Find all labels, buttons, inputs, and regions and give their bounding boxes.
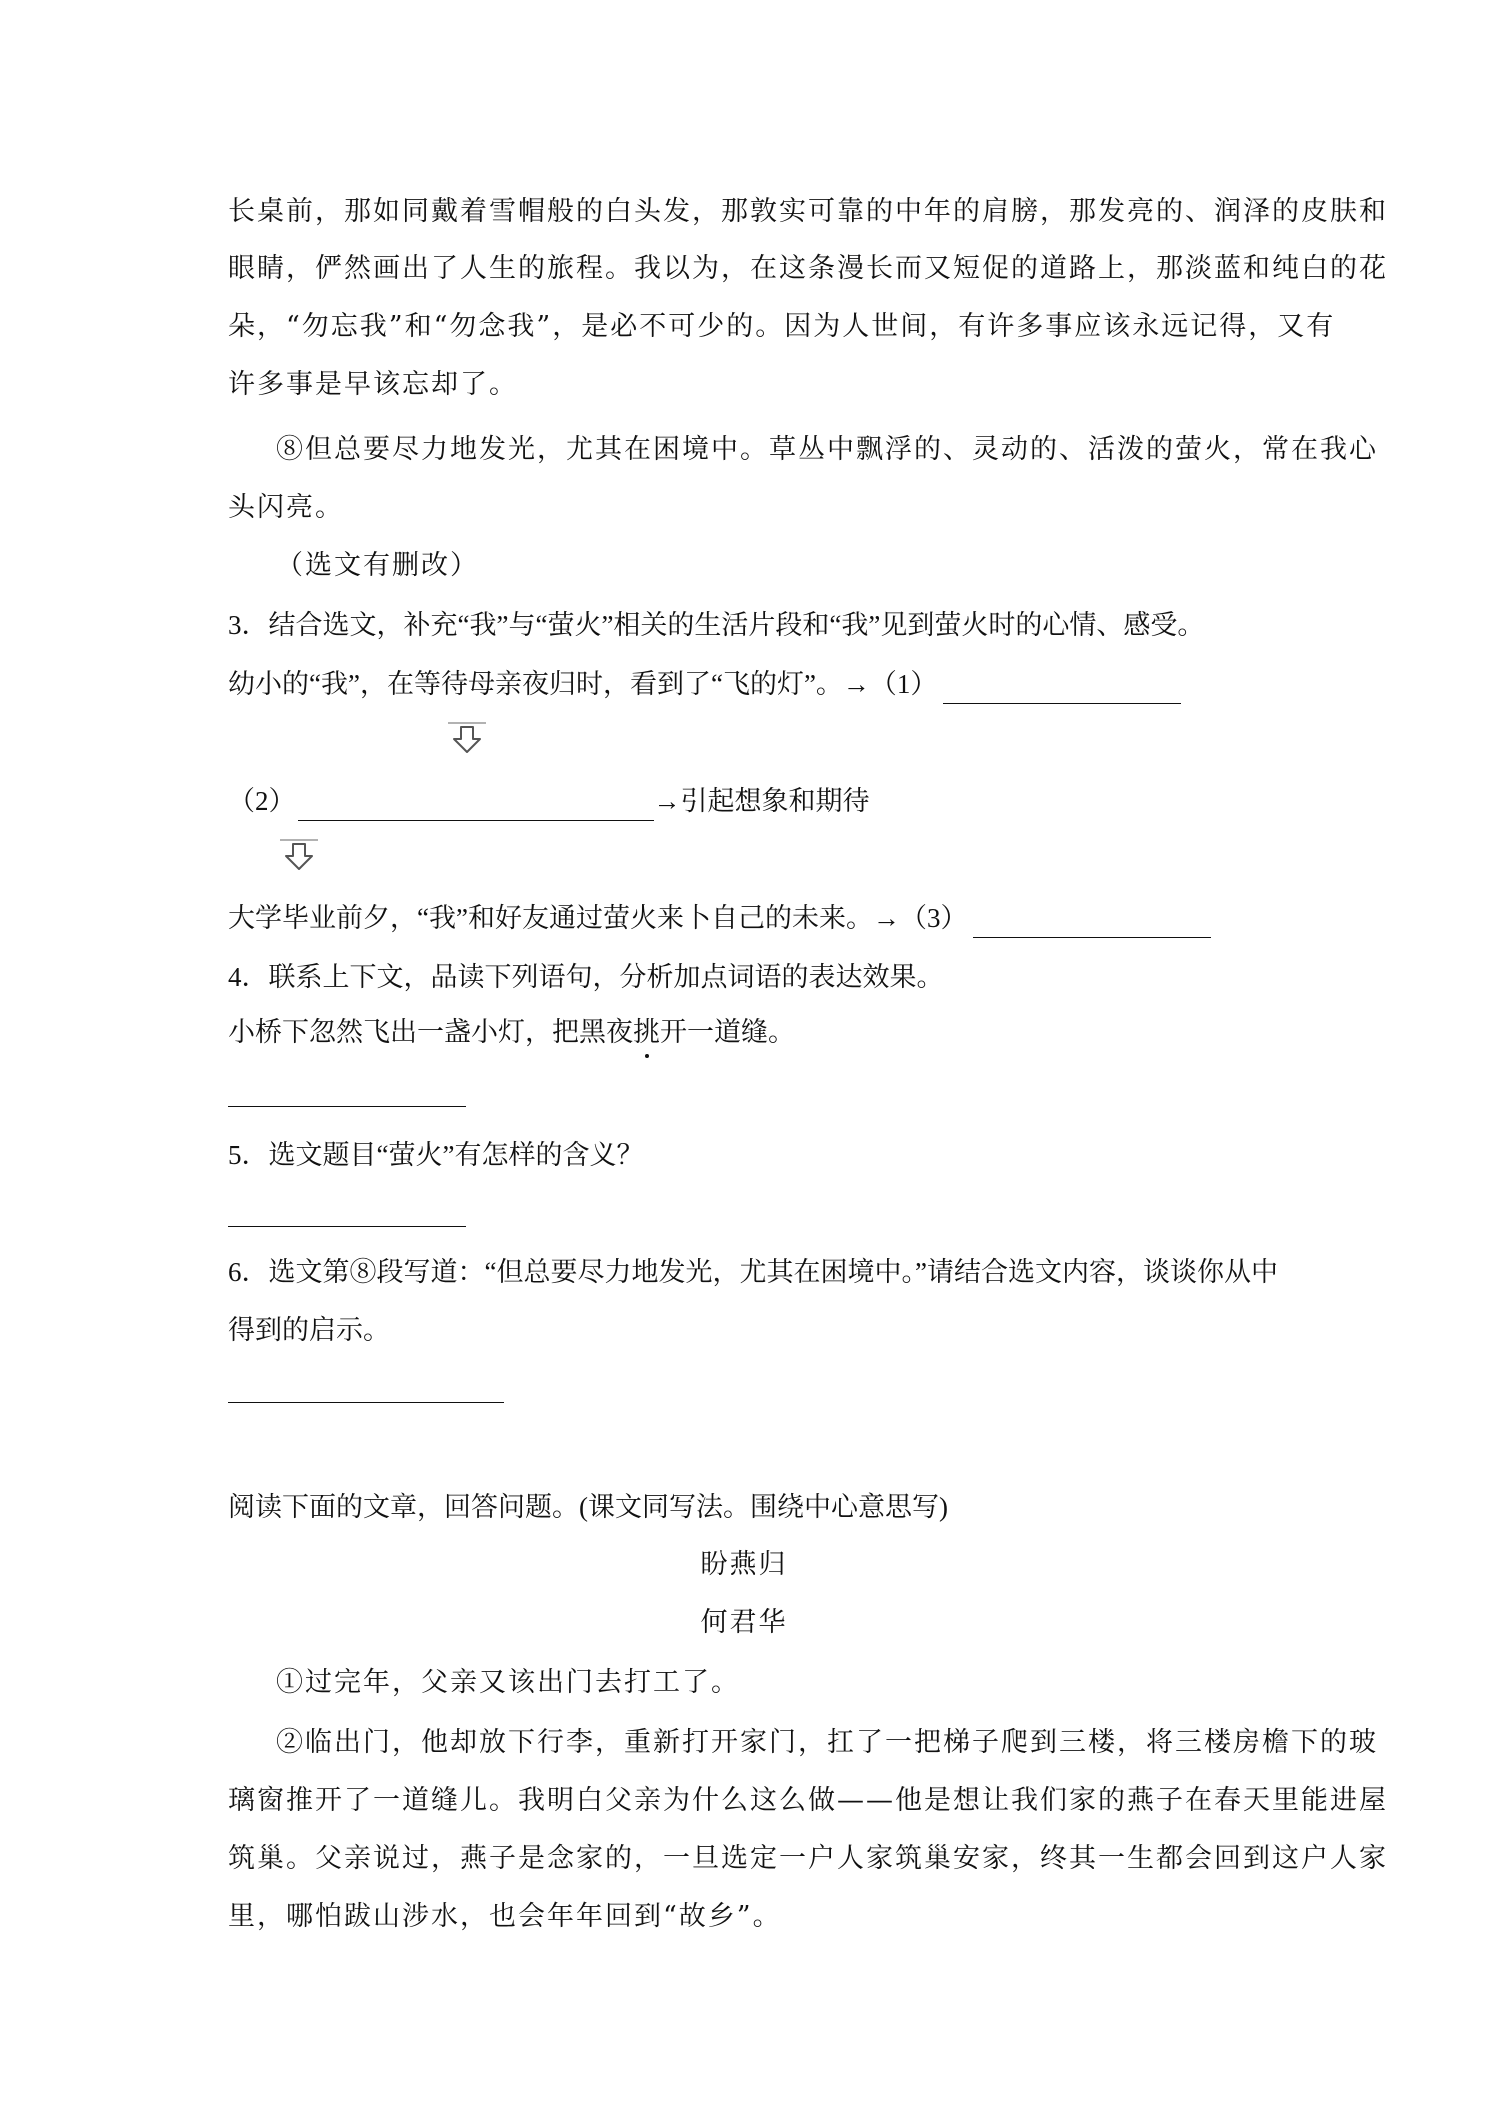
answer-line-q4[interactable] <box>228 1106 466 1107</box>
reading-instruction: 阅读下面的文章，回答问题。(课文同写法。围绕中心意思写) <box>228 1492 948 1522</box>
paragraph-2-line: 璃窗推开了一道缝儿。我明白父亲为什么这么做——他是想让我们家的燕子在春天里能进屋 <box>228 1785 1388 1816</box>
question-4-sentence <box>228 1012 1273 1052</box>
question-3-step-1 <box>228 664 1273 704</box>
paragraph-2-line: ②临出门，他却放下行李，重新打开家门，扛了一把梯子爬到三楼，将三楼房檐下的玻 <box>276 1727 1378 1758</box>
excerpt-note: （选文有删改） <box>276 550 479 581</box>
article-title: 盼燕归 <box>700 1549 788 1580</box>
passage-line: 朵，“勿忘我”和“勿念我”，是必不可少的。因为人世间，有许多事应该永远记得，又有 <box>228 311 1336 342</box>
passage-line: 长桌前，那如同戴着雪帽般的白头发，那敦实可靠的中年的肩膀，那发亮的、润泽的皮肤和 <box>228 196 1388 227</box>
dotted-word: 挑 <box>633 1012 660 1052</box>
down-arrow-icon <box>448 721 486 755</box>
question-3-step-2 <box>228 781 1273 821</box>
down-arrow-icon <box>280 838 318 872</box>
paragraph-8-line: 头闪亮。 <box>228 492 344 523</box>
passage-line: 许多事是早该忘却了。 <box>228 369 518 400</box>
question-5-stem: 5．选文题目“萤火”有怎样的含义？ <box>228 1140 644 1170</box>
sentence-part: 开一道缝。 <box>660 1017 795 1047</box>
step-2-suffix: →引起想象和期待 <box>653 786 870 816</box>
step-1-text: 幼小的“我”，在等待母亲夜归时，看到了“飞的灯”。→（1） <box>228 669 938 699</box>
question-6-stem: 6．选文第⑧段写道：“但总要尽力地发光，尤其在困境中。”请结合选文内容，谈谈你从中 <box>228 1257 1278 1287</box>
answer-blank-3[interactable] <box>973 907 1211 938</box>
paragraph-2-line: 筑巢。父亲说过，燕子是念家的，一旦选定一户人家筑巢安家，终其一生都会回到这户人家 <box>228 1843 1388 1874</box>
article-author: 何君华 <box>700 1607 788 1638</box>
paragraph-2-line: 里，哪怕跋山涉水，也会年年回到“故乡”。 <box>228 1901 782 1932</box>
answer-blank-2[interactable] <box>298 790 654 821</box>
step-2-prefix: （2） <box>228 786 296 816</box>
paragraph-1: ①过完年，父亲又该出门去打工了。 <box>276 1667 740 1698</box>
answer-line-q5[interactable] <box>228 1226 466 1227</box>
question-6-stem: 得到的启示。 <box>228 1315 390 1345</box>
paragraph-8-line: ⑧但总要尽力地发光，尤其在困境中。草丛中飘浮的、灵动的、活泼的萤火，常在我心 <box>276 434 1378 465</box>
answer-line-q6[interactable] <box>228 1402 504 1403</box>
sentence-part: 小桥下忽然飞出一盏小灯，把黑夜 <box>228 1017 633 1047</box>
passage-line: 眼睛，俨然画出了人生的旅程。我以为，在这条漫长而又短促的道路上，那淡蓝和纯白的花 <box>228 253 1388 284</box>
question-3-stem: 3．结合选文，补充“我”与“萤火”相关的生活片段和“我”见到萤火时的心情、感受。 <box>228 610 1205 640</box>
step-3-text: 大学毕业前夕，“我”和好友通过萤火来卜自己的未来。→（3） <box>228 903 968 933</box>
question-3-step-3 <box>228 898 1273 938</box>
answer-blank-1[interactable] <box>943 673 1181 704</box>
question-4-stem: 4．联系上下文，品读下列语句，分析加点词语的表达效果。 <box>228 962 944 992</box>
